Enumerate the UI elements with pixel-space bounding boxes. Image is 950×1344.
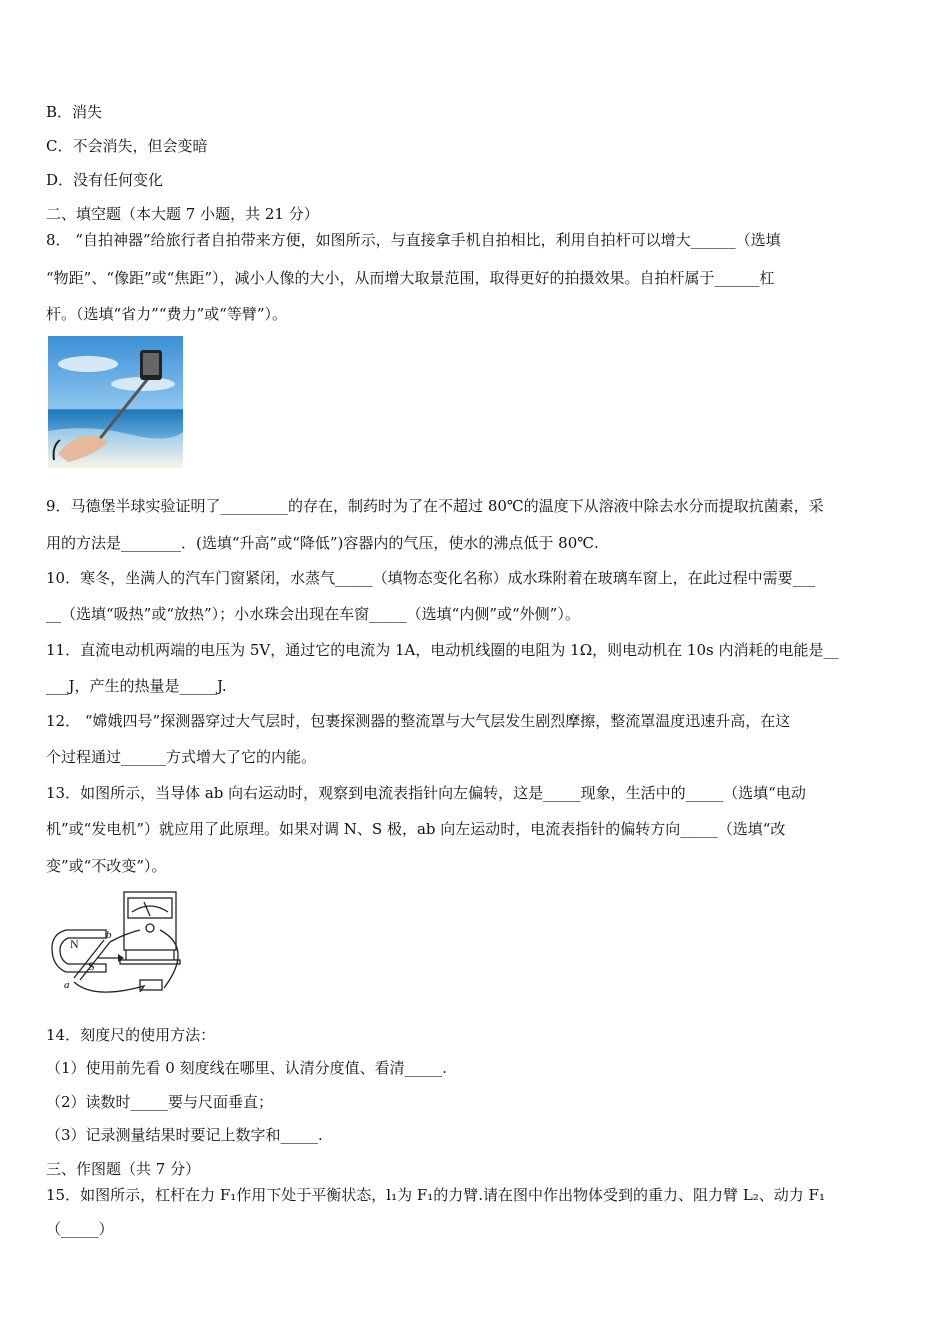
question-15-line-1: 15．如图所示，杠杆在力 F₁作用下处于平衡状态，l₁为 F₁的力臂.请在图中作出物体受到的重力、阻力臂 L₂、动力 F₁ <box>46 1186 825 1204</box>
induction-diagram <box>44 888 194 1000</box>
question-14-part-1: （1）使用前先看 0 刻度线在哪里、认清分度值、看清_____. <box>46 1059 447 1077</box>
label-s: S <box>88 959 95 973</box>
question-8-line-2: “物距”、“像距”或“焦距”），减小人像的大小，从而增大取景范围，取得更好的拍摄效果。自拍杆属于______杠 <box>46 269 775 287</box>
option-b: B．消失 <box>46 103 103 121</box>
option-c: C．不会消失，但会变暗 <box>46 137 208 155</box>
question-13-line-1: 13．如图所示，当导体 ab 向右运动时，观察到电流表指针向左偏转，这是_____现象，生活中的_____（选填“电动 <box>46 784 806 802</box>
question-11-line-2: ___J，产生的热量是_____J. <box>46 677 227 695</box>
question-12-line-2: 个过程通过______方式增大了它的内能。 <box>46 748 317 766</box>
section-heading-drawing: 三、作图题（共 7 分） <box>46 1160 201 1178</box>
question-14-part-3: （3）记录测量结果时要记上数字和_____. <box>46 1126 323 1144</box>
question-13-line-3: 变”或“不改变”）。 <box>46 857 167 875</box>
question-14-part-2: （2）读数时_____要与尺面垂直； <box>46 1093 274 1111</box>
label-n: N <box>70 937 79 951</box>
question-13-line-2: 机”或“发电机”）就应用了此原理。如果对调 N、S 极，ab 向左运动时，电流表指针的偏转方向_____（选填“改 <box>46 820 786 838</box>
section-heading-fill-blank: 二、填空题（本大题 7 小题，共 21 分） <box>46 205 319 223</box>
question-12-line-1: 12． “嫦娥四号”探测器穿过大气层时，包裹探测器的整流罩与大气层发生剧烈摩擦，整流罩温度迅速升高，在这 <box>46 712 791 730</box>
question-9-line-2: 用的方法是________．(选填“升高”或“降低”)容器内的气压，使水的沸点低于 80℃. <box>46 534 599 552</box>
question-11-line-1: 11．直流电动机两端的电压为 5V，通过它的电流为 1A，电动机线圈的电阻为 1Ω，则电动机在 10s 内消耗的电能是__ <box>46 641 839 659</box>
option-d: D．没有任何变化 <box>46 171 164 189</box>
label-a: a <box>64 979 70 991</box>
label-b: b <box>106 929 112 941</box>
question-9-line-1: 9．马德堡半球实验证明了_________的存在，制药时为了在不超过 80℃的温度下从溶液中除去水分而提取抗菌素，采 <box>46 497 824 515</box>
question-10-line-1: 10．寒冬，坐满人的汽车门窗紧闭，水蒸气_____（填物态变化名称）成水珠附着在玻璃车窗上，在此过程中需要___ <box>46 569 816 587</box>
selfie-stick-image <box>48 336 183 468</box>
question-15-line-2: （_____） <box>46 1220 114 1238</box>
question-8-line-1: 8． “自拍神器”给旅行者自拍带来方便，如图所示，与直接拿手机自拍相比，利用自拍杆可以增大______（选填 <box>46 231 781 249</box>
question-10-line-2: __（选填“吸热”或“放热”）；小水珠会出现在车窗_____（选填“内侧”或“外侧”）。 <box>46 605 580 623</box>
question-14-stem: 14．刻度尺的使用方法： <box>46 1026 216 1044</box>
question-8-line-3: 杆。（选填“省力”“费力”或“等臂”）。 <box>46 305 288 323</box>
